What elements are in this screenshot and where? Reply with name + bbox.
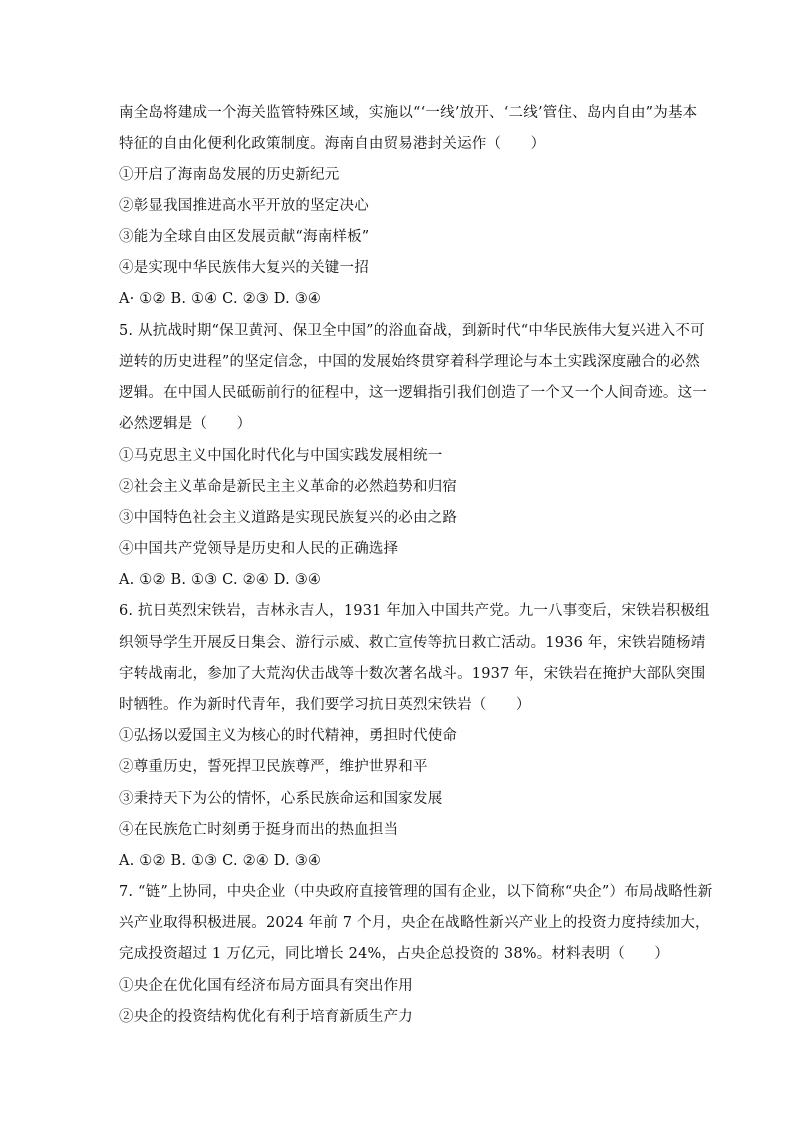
question-5-text: 逻辑。在中国人民砥砺前行的征程中，这一逻辑指引我们创造了一个又一个人间奇迹。这一 <box>119 385 707 401</box>
option-line: ②尊重历史，誓死捍卫民族尊严，维护世界和平 <box>119 759 428 775</box>
answer-choices: A. ①② B. ①③ C. ②④ D. ③④ <box>119 572 322 588</box>
question-5-text: 必然逻辑是（ ） <box>119 416 252 432</box>
question-5-text: 逆转的历史进程”的坚定信念，中国的发展始终贯穿着科学理论与本土实践深度融合的必然 <box>119 354 700 370</box>
option-line: ④是实现中华民族伟大复兴的关键一招 <box>119 260 369 276</box>
question-5-text: 5. 从抗战时期“保卫黄河、保卫全中国”的浴血奋战，到新时代“中华民族伟大复兴进入不可 <box>119 323 705 339</box>
question-6-text: 6. 抗日英烈宋铁岩，吉林永吉人，1931 年加入中国共产党。九一八事变后，宋铁岩积极组 <box>119 603 710 619</box>
answer-choices: A. ①② B. ①③ C. ②④ D. ③④ <box>119 853 322 869</box>
option-line: ②社会主义革命是新民主主义革命的必然趋势和归宿 <box>119 479 458 495</box>
question-6-text: 织领导学生开展反日集会、游行示威、救亡宣传等抗日救亡活动。1936 年，宋铁岩随杨靖 <box>119 635 706 651</box>
text-line: 南全岛将建成一个海关监管特殊区域，实施以“‘一线’放开、‘二线’管住、岛内自由”为基本 <box>119 105 698 121</box>
option-line: ①央企在优化国有经济布局方面具有突出作用 <box>119 978 413 994</box>
question-6-text: 宇转战南北，参加了大荒沟伏击战等十数次著名战斗。1937 年，宋铁岩在掩护大部队突围 <box>119 666 706 682</box>
option-line: ③能为全球自由区发展贡献“海南样板” <box>119 229 370 245</box>
option-line: ③秉持天下为公的情怀，心系民族命运和国家发展 <box>119 791 443 807</box>
question-7-text: 兴产业取得积极进展。2024 年前 7 个月，央企在战略性新兴产业上的投资力度持续加大， <box>119 915 710 931</box>
answer-choices: A· ①② B. ①④ C. ②③ D. ③④ <box>119 291 322 307</box>
question-6-text: 时牺牲。作为新时代青年，我们要学习抗日英烈宋铁岩（ ） <box>119 697 531 713</box>
text-line: 特征的自由化便利化政策制度。海南自由贸易港封关运作（ ） <box>119 136 546 152</box>
option-line: ②彰显我国推进高水平开放的坚定决心 <box>119 198 369 214</box>
question-7-text: 7. “链”上协同，中央企业（中央政府直接管理的国有企业，以下简称“央企”）布局战略性新 <box>119 884 713 900</box>
option-line: ④在民族危亡时刻勇于挺身而出的热血担当 <box>119 822 399 838</box>
question-7-text: 完成投资超过 1 万亿元，同比增长 24%，占央企总投资的 38%。材料表明（ ） <box>119 946 670 962</box>
option-line: ①开启了海南岛发展的历史新纪元 <box>119 167 340 183</box>
option-line: ①弘扬以爱国主义为核心的时代精神，勇担时代使命 <box>119 728 458 744</box>
option-line: ②央企的投资结构优化有利于培育新质生产力 <box>119 1009 413 1025</box>
option-line: ③中国特色社会主义道路是实现民族复兴的必由之路 <box>119 510 458 526</box>
option-line: ④中国共产党领导是历史和人民的正确选择 <box>119 541 399 557</box>
option-line: ①马克思主义中国化时代化与中国实践发展相统一 <box>119 448 443 464</box>
